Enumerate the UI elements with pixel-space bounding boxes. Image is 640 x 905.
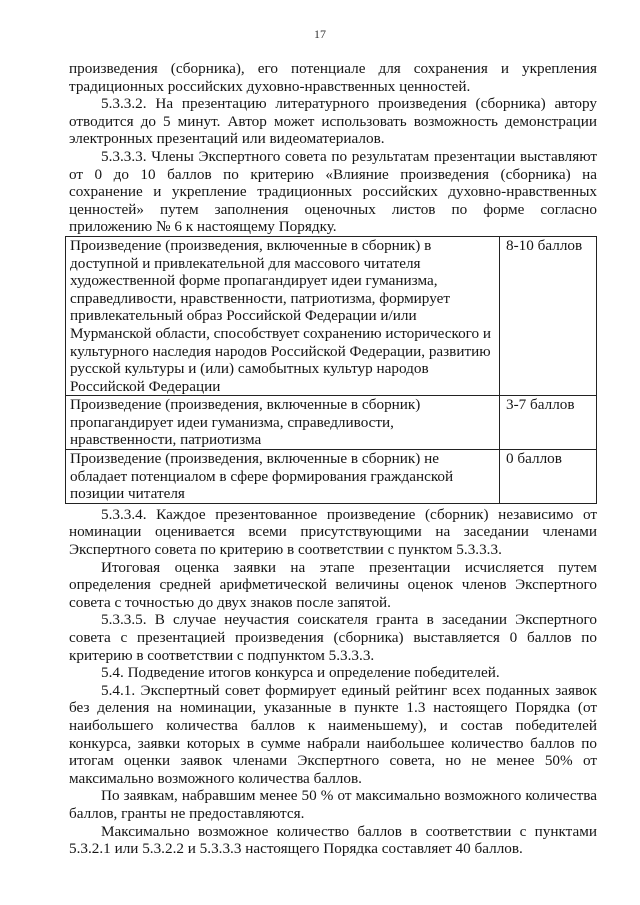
criterion-score: 3-7 баллов <box>500 396 597 450</box>
paragraph-max-score: Максимально возможное количество баллов в соответствии с пунктами 5.3.2.1 или 5.3.2.2 и 5.3.3.3 настоящего Порядка составляет 40 баллов. <box>69 822 597 858</box>
criterion-description: Произведение (произведения, включенные в сборник) в доступной и привлекательной для массового читателя художественной форме пропагандирует идеи гуманизма, справедливости, нравственности, патриотизма, формирует привлекательный образ Российской Федерации и/или Мурманской области, способствует сохранению исторического и культурного наследия народов Российской Федерации, развитию русской культуры и (или) самобытных культур народов Российской Федерации <box>66 236 500 395</box>
intro-continuation-paragraph: произведения (сборника), его потенциале для сохранения и укрепления традиционных российских духовно-нравственных ценностей. <box>69 60 597 95</box>
paragraph-5-3-3-4: 5.3.3.4. Каждое презентованное произведение (сборник) независимо от номинации оценивается всеми присутствующими на заседании членами Экспертного совета по критерию в соответствии с пунктом 5.3.3.3. <box>69 505 597 559</box>
criterion-description: Произведение (произведения, включенные в сборник) не обладает потенциалом в сфере формирования гражданской позиции читателя <box>66 450 500 504</box>
table-row <box>66 396 597 450</box>
paragraph-5-3-3-2: 5.3.3.2. На презентацию литературного произведения (сборника) автору отводится до 5 минут. Автор может использовать возможность демонстрации электронных презентаций или видеоматериалов. <box>69 95 597 148</box>
paragraph-5-3-3-5: 5.3.3.5. В случае неучастия соискателя гранта в заседании Экспертного совета с презентацией произведения (сборника) выставляется 0 баллов по критерию в соответствии с подпунктом 5.3.3.3. <box>69 611 597 664</box>
paragraph-total-score: Итоговая оценка заявки на этапе презентации исчисляется путем определения средней арифметической величины оценок членов Экспертного совета с точностью до двух знаков после запятой. <box>69 558 597 611</box>
paragraph-below-50-percent: По заявкам, набравшим менее 50 % от максимально возможного количества баллов, гранты не предоставляются. <box>69 787 597 822</box>
paragraph-5-3-3-3: 5.3.3.3. Члены Экспертного совета по результатам презентации выставляют от 0 до 10 баллов по критерию «Влияние произведения (сборника) на сохранение и укрепление традиционных российских духовно-нравственных ценностей» путем заполнения оценочных листов по форме согласно приложению № 6 к настоящему Порядку. <box>69 147 597 236</box>
criterion-description: Произведение (произведения, включенные в сборник) пропагандирует идеи гуманизма, справедливости, нравственности, патриотизма <box>66 396 500 450</box>
page-number: 17 <box>314 27 326 41</box>
paragraph-5-4-1: 5.4.1. Экспертный совет формирует единый рейтинг всех поданных заявок без деления на номинации, указанные в пункте 1.3 настоящего Порядка (от наибольшего количества баллов к наименьшему), и состав победителей конкурса, заявки которых в сумме набрали наибольшее количество баллов по итогам оценки заявок членами Экспертного совета, но не менее 50% от максимально возможного количества баллов. <box>69 681 597 787</box>
document-body <box>69 60 597 858</box>
paragraph-5-4: 5.4. Подведение итогов конкурса и определение победителей. <box>101 664 500 682</box>
criterion-score: 8-10 баллов <box>500 236 597 395</box>
criterion-score: 0 баллов <box>500 450 597 504</box>
table-row <box>66 450 597 504</box>
criteria-score-table <box>65 236 597 504</box>
table-row <box>66 236 597 395</box>
